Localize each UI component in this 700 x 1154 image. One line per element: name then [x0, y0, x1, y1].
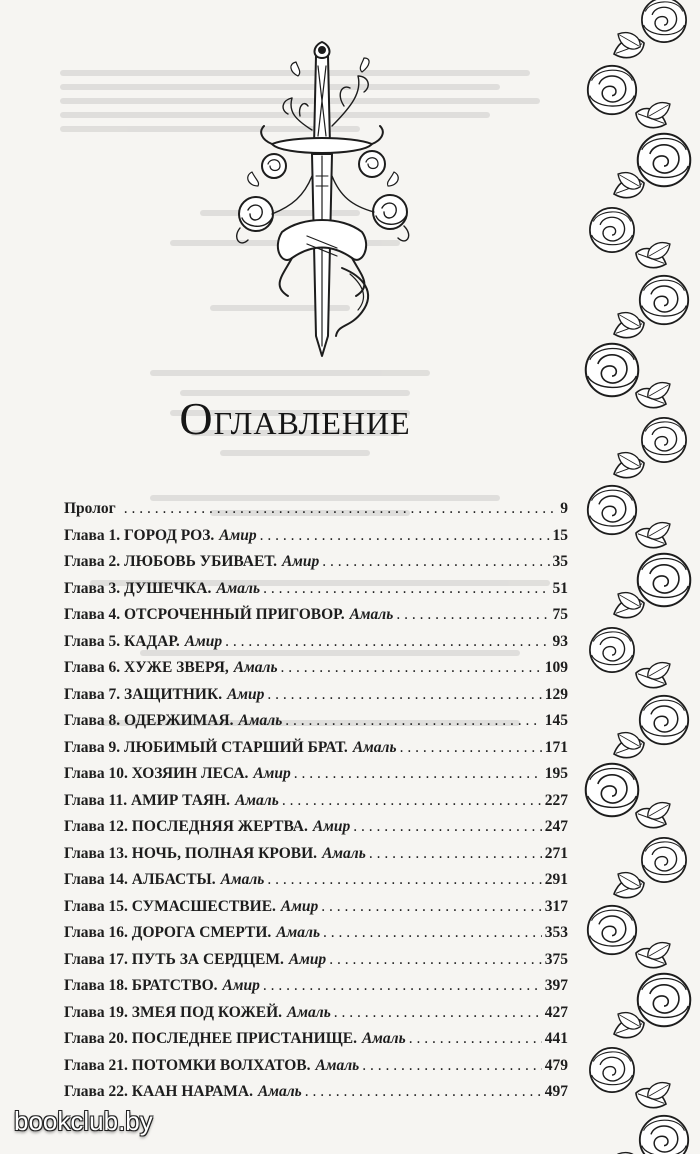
toc-entry — [64, 845, 568, 872]
toc-entry-page: 479 — [544, 1056, 568, 1074]
dot-leader — [322, 553, 549, 571]
toc-entry — [64, 1004, 568, 1031]
toc-entry-author: Амир — [219, 526, 257, 544]
toc-entry-title: Глава 22. КААН НАРАМА. — [64, 1083, 253, 1100]
toc-entry-title: Глава 18. БРАТСТВО. — [64, 977, 218, 994]
toc-entry-page: 291 — [544, 871, 568, 888]
toc-entry-page: 397 — [544, 977, 568, 994]
toc-entry — [64, 580, 568, 607]
toc-entry — [64, 898, 568, 925]
toc-entry-title: Глава 10. ХОЗЯИН ЛЕСА. — [64, 765, 249, 782]
toc-entry-author: Амир — [280, 897, 319, 915]
toc-entry-title: Глава 6. ХУЖЕ ЗВЕРЯ, — [64, 659, 229, 676]
toc-entry-title: Глава 14. АЛБАСТЫ. — [64, 871, 216, 888]
toc-entry-page: 129 — [544, 685, 568, 703]
toc-entry — [64, 792, 568, 819]
dot-leader — [362, 1057, 541, 1075]
dot-leader — [267, 871, 541, 889]
toc-entry-title: Глава 20. ПОСЛЕДНЕЕ ПРИСТАНИЩЕ. — [64, 1030, 357, 1047]
toc-entry-page: 353 — [544, 924, 568, 941]
toc-entry-author: Амир — [253, 765, 291, 782]
toc-entry-author: Амир — [281, 553, 320, 570]
toc-entry-page: 93 — [552, 632, 568, 650]
toc-entry-author: Амаль — [216, 579, 261, 597]
toc-entry-page: 75 — [552, 606, 568, 623]
page-title: Оглавление — [179, 393, 411, 444]
dot-leader — [263, 977, 542, 995]
toc-entry — [64, 1030, 568, 1057]
toc-entry-page: 35 — [552, 553, 568, 570]
toc-entry-author: Амаль — [233, 659, 278, 676]
dot-leader — [267, 686, 541, 704]
toc-entry-page: 109 — [544, 659, 568, 676]
floral-border — [578, 0, 700, 1154]
toc-entry — [64, 712, 568, 739]
toc-entry — [64, 659, 568, 686]
toc-entry-title: Глава 19. ЗМЕЯ ПОД КОЖЕЙ. — [64, 1003, 283, 1021]
toc-entry — [64, 871, 568, 898]
toc-entry — [64, 739, 568, 766]
toc-entry — [64, 924, 568, 951]
toc-entry — [64, 606, 568, 633]
toc-entry-title: Глава 3. ДУШЕЧКА. — [64, 579, 212, 597]
toc-entry-title: Глава 8. ОДЕРЖИМАЯ. — [64, 712, 234, 729]
dot-leader — [329, 951, 542, 969]
dot-leader — [321, 898, 542, 916]
toc-entry-page: 227 — [544, 791, 568, 809]
toc-entry-title: Глава 4. ОТСРОЧЕННЫЙ ПРИГОВОР. — [64, 606, 345, 623]
dot-leader — [282, 792, 542, 810]
toc-entry-title: Глава 21. ПОТОМКИ ВОЛХАТОВ. — [64, 1056, 311, 1074]
dagger-rose-emblem — [212, 36, 432, 386]
toc-entry-page: 441 — [544, 1030, 568, 1047]
toc-entry-title: Глава 16. ДОРОГА СМЕРТИ. — [64, 924, 272, 941]
dot-leader — [124, 500, 558, 518]
toc-entry-page: 15 — [552, 526, 568, 544]
toc-entry-author: Амир — [312, 818, 351, 835]
toc-entry-page: 317 — [544, 897, 568, 915]
toc-entry-page: 9 — [560, 500, 568, 517]
toc-entry-page: 427 — [544, 1003, 568, 1021]
toc-entry-title: Глава 5. КАДАР. — [64, 632, 180, 650]
toc-entry — [64, 633, 568, 660]
dot-leader — [260, 527, 550, 545]
floral-border-pattern — [586, 0, 691, 1154]
toc-entry-page: 271 — [544, 844, 568, 862]
toc-entry — [64, 527, 568, 554]
toc-entry-page: 247 — [544, 818, 568, 835]
toc-entry-author: Амаль — [315, 1056, 360, 1074]
dot-leader — [285, 712, 541, 730]
toc-entry-title: Глава 13. НОЧЬ, ПОЛНАЯ КРОВИ. — [64, 844, 318, 862]
toc-entry-title: Пролог — [64, 500, 116, 517]
toc-entry — [64, 553, 568, 580]
dot-leader — [323, 924, 542, 942]
dot-leader — [400, 739, 542, 757]
toc-entry-author: Амир — [222, 977, 260, 994]
toc-entry-author: Амаль — [287, 1003, 331, 1021]
toc-entry — [64, 500, 568, 527]
toc-entry-author: Амир — [227, 685, 265, 703]
dot-leader — [396, 606, 549, 624]
toc-entry-author: Амаль — [238, 712, 283, 729]
toc-entry-page: 497 — [544, 1083, 568, 1100]
toc-entry-title: Глава 11. АМИР ТАЯН. — [64, 791, 231, 809]
dot-leader — [225, 633, 549, 651]
toc-entry-title: Глава 2. ЛЮБОВЬ УБИВАЕТ. — [64, 553, 277, 570]
toc-entry-page: 195 — [544, 765, 568, 782]
table-of-contents — [64, 500, 568, 1110]
toc-entry-author: Амаль — [349, 606, 394, 623]
toc-entry-author: Амаль — [352, 738, 397, 756]
dot-leader — [334, 1004, 542, 1022]
toc-entry — [64, 765, 568, 792]
dot-leader — [263, 580, 549, 598]
toc-entry-title: Глава 1. ГОРОД РОЗ. — [64, 526, 215, 544]
toc-entry-title: Глава 12. ПОСЛЕДНЯЯ ЖЕРТВА. — [64, 818, 308, 835]
toc-entry-page: 51 — [552, 579, 568, 597]
toc-entry-author: Амаль — [258, 1083, 302, 1100]
toc-entry — [64, 1057, 568, 1084]
toc-entry-title: Глава 17. ПУТЬ ЗА СЕРДЦЕМ. — [64, 950, 284, 968]
toc-entry-page: 171 — [544, 738, 568, 756]
toc-entry — [64, 818, 568, 845]
dot-leader — [369, 845, 542, 863]
toc-entry-author: Амаль — [235, 791, 279, 809]
toc-entry-author: Амаль — [276, 924, 321, 941]
dot-leader — [281, 659, 542, 677]
toc-entry — [64, 951, 568, 978]
dot-leader — [353, 818, 542, 836]
toc-entry-author: Амир — [288, 950, 327, 968]
toc-entry-title: Глава 9. ЛЮБИМЫЙ СТАРШИЙ БРАТ. — [64, 738, 348, 756]
toc-entry-author: Амаль — [322, 844, 366, 862]
toc-entry-title: Глава 7. ЗАЩИТНИК. — [64, 685, 223, 703]
toc-entry-author: Амир — [184, 632, 223, 650]
toc-entry-page: 375 — [544, 950, 568, 968]
dot-leader — [305, 1083, 542, 1101]
toc-entry-title: Глава 15. СУМАСШЕСТВИЕ. — [64, 897, 276, 915]
toc-entry-author: Амаль — [220, 871, 265, 888]
toc-entry — [64, 977, 568, 1004]
toc-entry — [64, 686, 568, 713]
dot-leader — [294, 765, 542, 783]
toc-entry-page: 145 — [544, 712, 568, 729]
toc-entry-author: Амаль — [361, 1030, 406, 1047]
dot-leader — [409, 1030, 542, 1048]
watermark: bookclub.by — [14, 1106, 153, 1136]
